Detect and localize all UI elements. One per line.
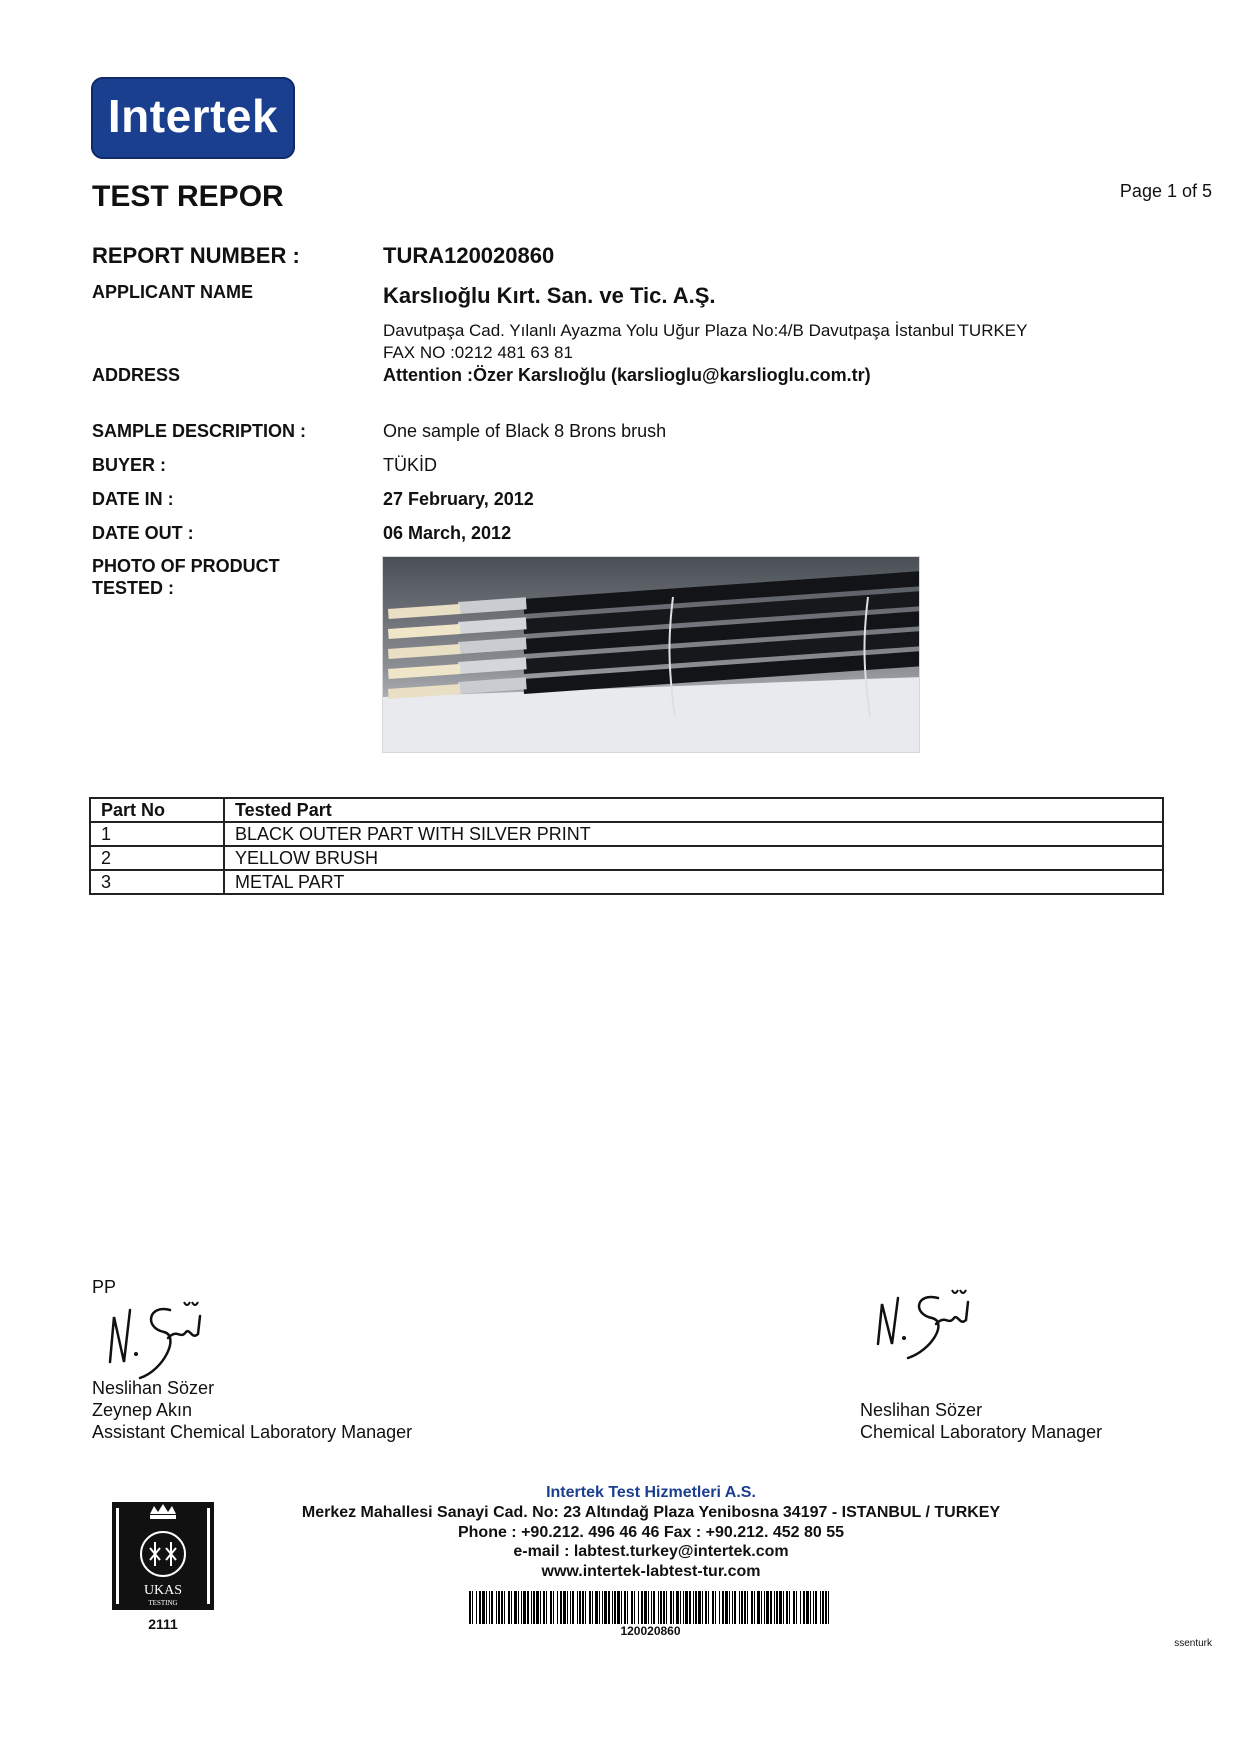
address-label: ADDRESS — [92, 365, 181, 385]
table-header-row — [90, 798, 1163, 822]
product-photo — [382, 556, 920, 753]
barcode-bar — [810, 1591, 811, 1624]
ukas-subtext: TESTING — [148, 1599, 178, 1607]
barcode-bar — [747, 1591, 748, 1624]
table-cell-part-no: 3 — [90, 870, 224, 894]
page-indicator: Page 1 of 5 — [1119, 181, 1212, 201]
barcode-bar — [536, 1591, 539, 1624]
barcode-bar — [631, 1591, 633, 1624]
barcode-bar — [800, 1591, 801, 1624]
barcode-bar — [663, 1591, 665, 1624]
barcode-bar — [489, 1591, 490, 1624]
buyer-label: BUYER : — [92, 455, 167, 475]
barcode-bar — [651, 1591, 652, 1624]
footer-website: www.intertek-labtest-tur.com — [541, 1563, 761, 1580]
barcode-bar — [589, 1591, 591, 1624]
barcode-bar — [820, 1591, 821, 1624]
barcode-bar — [815, 1591, 817, 1624]
sample-description-label: SAMPLE DESCRIPTION : — [92, 421, 307, 441]
barcode-bar — [754, 1591, 755, 1624]
barcode-bar — [803, 1591, 805, 1624]
barcode-bar — [614, 1591, 616, 1624]
barcode-bar — [770, 1591, 772, 1624]
date-in-label: DATE IN : — [92, 489, 174, 509]
barcode-bar — [822, 1591, 824, 1624]
barcode-bar — [486, 1591, 487, 1624]
barcode-bar — [708, 1591, 709, 1624]
applicant-value: Karslıoğlu Kırt. San. ve Tic. A.Ş. — [383, 283, 716, 308]
barcode-bar — [741, 1591, 743, 1624]
table-cell-part-no: 2 — [90, 846, 224, 870]
left-signatory-name-2: Zeynep Akın — [92, 1400, 193, 1420]
barcode-bar — [527, 1591, 529, 1624]
barcode-bar — [577, 1591, 578, 1624]
barcode-bar — [602, 1591, 603, 1624]
barcode-bar — [472, 1591, 473, 1624]
right-signatory-title: Chemical Laboratory Manager — [860, 1422, 1103, 1442]
barcode-bar — [482, 1591, 485, 1624]
right-signatory-name: Neslihan Sözer — [860, 1400, 983, 1420]
barcode-bar — [496, 1591, 497, 1624]
barcode-bar — [751, 1591, 753, 1624]
barcode-bar — [557, 1591, 558, 1624]
barcode-bar — [518, 1591, 519, 1624]
barcode-bar — [563, 1591, 566, 1624]
barcode-bar — [644, 1591, 647, 1624]
signature-right — [860, 1282, 980, 1362]
barcode-bar — [595, 1591, 598, 1624]
logo-text: Intertek — [107, 90, 279, 142]
address-attention: Attention :Özer Karslıoğlu (karslioglu@karslioglu.com.tr) — [383, 365, 871, 385]
barcode-bar — [533, 1591, 535, 1624]
photo-label-line-2: TESTED : — [92, 578, 175, 598]
barcode-bar — [660, 1591, 662, 1624]
barcode-bar — [604, 1591, 607, 1624]
barcode-bar — [670, 1591, 672, 1624]
barcode-bar — [793, 1591, 795, 1624]
barcode-bar — [511, 1591, 512, 1624]
table-row — [90, 846, 1163, 870]
table-cell-tested-part: BLACK OUTER PART WITH SILVER PRINT — [224, 822, 1163, 846]
barcode-bar — [572, 1591, 574, 1624]
barcode-bar — [567, 1591, 568, 1624]
barcode-number: 120020860 — [620, 1624, 681, 1638]
barcode-bar — [732, 1591, 733, 1624]
footer-address: Merkez Mahallesi Sanayi Cad. No: 23 Altındağ Plaza Yenibosna 34197 - ISTANBUL / TURKEY — [301, 1504, 1001, 1521]
barcode-bar — [579, 1591, 581, 1624]
barcode-bar — [476, 1591, 477, 1624]
barcode-bar — [676, 1591, 679, 1624]
date-out-label: DATE OUT : — [92, 523, 194, 543]
footer-phone: Phone : +90.212. 496 46 46 Fax : +90.212. 452 80 55 — [457, 1524, 845, 1541]
sample-description-value: One sample of Black 8 Brons brush — [383, 421, 667, 441]
barcode-bar — [599, 1591, 600, 1624]
barcode-bar — [658, 1591, 659, 1624]
barcode-bar — [550, 1591, 552, 1624]
barcode-bar — [813, 1591, 814, 1624]
barcode-bar — [786, 1591, 788, 1624]
barcode-bar — [715, 1591, 716, 1624]
date-out-value: 06 March, 2012 — [383, 523, 512, 543]
barcode-bar — [523, 1591, 526, 1624]
barcode-bar — [504, 1591, 505, 1624]
barcode-bar — [680, 1591, 681, 1624]
left-signatory-name-1: Neslihan Sözer — [92, 1378, 215, 1398]
address-line-1: Davutpaşa Cad. Yılanlı Ayazma Yolu Uğur Plaza No:4/B Davutpaşa İstanbul TURKEY — [383, 321, 1028, 340]
address-line-2: FAX NO :0212 481 63 81 — [383, 343, 573, 362]
barcode-bar — [521, 1591, 522, 1624]
barcode-bar — [638, 1591, 639, 1624]
brushes-image — [383, 557, 920, 753]
barcode-bar — [531, 1591, 532, 1624]
barcode-bar — [722, 1591, 724, 1624]
barcode-bar — [683, 1591, 684, 1624]
tested-parts-table — [89, 797, 1164, 895]
barcode-bar — [508, 1591, 510, 1624]
barcode-bar — [685, 1591, 688, 1624]
barcode-bar — [666, 1591, 667, 1624]
barcode-bar — [617, 1591, 620, 1624]
barcode-bar — [491, 1591, 493, 1624]
barcode-bar — [705, 1591, 707, 1624]
intertek-logo — [91, 77, 295, 159]
barcode-bar — [744, 1591, 746, 1624]
table-cell-tested-part: METAL PART — [224, 870, 1163, 894]
report-title: TEST REPOR — [92, 180, 284, 213]
barcode-bar — [693, 1591, 694, 1624]
barcode-bar — [479, 1591, 481, 1624]
barcode-bar — [828, 1591, 829, 1624]
barcode-bar — [627, 1591, 628, 1624]
barcode-bar — [608, 1591, 610, 1624]
barcode-bar — [469, 1591, 471, 1624]
applicant-label: APPLICANT NAME — [92, 282, 253, 302]
barcode-bar — [498, 1591, 500, 1624]
footer-company: Intertek Test Hizmetleri A.S. — [546, 1484, 756, 1501]
barcode-bar — [543, 1591, 545, 1624]
barcode-bar — [560, 1591, 562, 1624]
ukas-number: 2111 — [148, 1616, 178, 1632]
barcode-bar — [702, 1591, 703, 1624]
barcode-bar — [776, 1591, 778, 1624]
table-row — [90, 822, 1163, 846]
barcode-bar — [725, 1591, 728, 1624]
barcode-bar — [592, 1591, 593, 1624]
barcode-bar — [766, 1591, 769, 1624]
barcode-bar — [779, 1591, 782, 1624]
table-row — [90, 870, 1163, 894]
barcode — [469, 1591, 832, 1624]
barcode-bar — [739, 1591, 740, 1624]
barcode-bar — [624, 1591, 626, 1624]
barcode-bar — [612, 1591, 613, 1624]
barcode-bar — [698, 1591, 701, 1624]
barcode-bar — [582, 1591, 584, 1624]
barcode-bar — [729, 1591, 730, 1624]
operator-id: ssenturk — [1174, 1638, 1212, 1649]
barcode-bar — [757, 1591, 760, 1624]
report-number-label: REPORT NUMBER : — [92, 243, 300, 268]
barcode-bar — [634, 1591, 635, 1624]
barcode-bar — [695, 1591, 697, 1624]
barcode-bar — [673, 1591, 674, 1624]
date-in-value: 27 February, 2012 — [383, 489, 534, 509]
barcode-bar — [734, 1591, 736, 1624]
barcode-bar — [719, 1591, 720, 1624]
ukas-text: UKAS — [143, 1583, 183, 1598]
buyer-value: TÜKİD — [383, 455, 437, 475]
signature-left — [92, 1292, 212, 1382]
report-number-value: TURA120020860 — [383, 243, 555, 268]
table-cell-part-no: 1 — [90, 822, 224, 846]
barcode-bar — [689, 1591, 691, 1624]
barcode-bar — [789, 1591, 790, 1624]
table-cell-tested-part: YELLOW BRUSH — [224, 846, 1163, 870]
barcode-bar — [641, 1591, 643, 1624]
barcode-bar — [653, 1591, 655, 1624]
barcode-bar — [764, 1591, 765, 1624]
barcode-bar — [546, 1591, 547, 1624]
left-signatory-title: Assistant Chemical Laboratory Manager — [92, 1422, 413, 1442]
pp-label: PP — [92, 1277, 117, 1297]
barcode-bar — [570, 1591, 571, 1624]
footer-email: e-mail : labtest.turkey@intertek.com — [513, 1543, 789, 1560]
barcode-bar — [648, 1591, 649, 1624]
barcode-bar — [761, 1591, 762, 1624]
barcode-bar — [553, 1591, 554, 1624]
barcode-bar — [774, 1591, 775, 1624]
table-header-tested-part: Tested Part — [224, 798, 1163, 822]
photo-label-line-1: PHOTO OF PRODUCT — [92, 556, 280, 576]
barcode-bar — [806, 1591, 809, 1624]
barcode-bar — [783, 1591, 784, 1624]
barcode-bar — [796, 1591, 797, 1624]
table-header-part-no: Part No — [90, 798, 224, 822]
barcode-bar — [585, 1591, 586, 1624]
barcode-bar — [825, 1591, 827, 1624]
barcode-bar — [621, 1591, 622, 1624]
barcode-bar — [540, 1591, 541, 1624]
barcode-bar — [501, 1591, 503, 1624]
barcode-bar — [712, 1591, 714, 1624]
barcode-bar — [514, 1591, 517, 1624]
